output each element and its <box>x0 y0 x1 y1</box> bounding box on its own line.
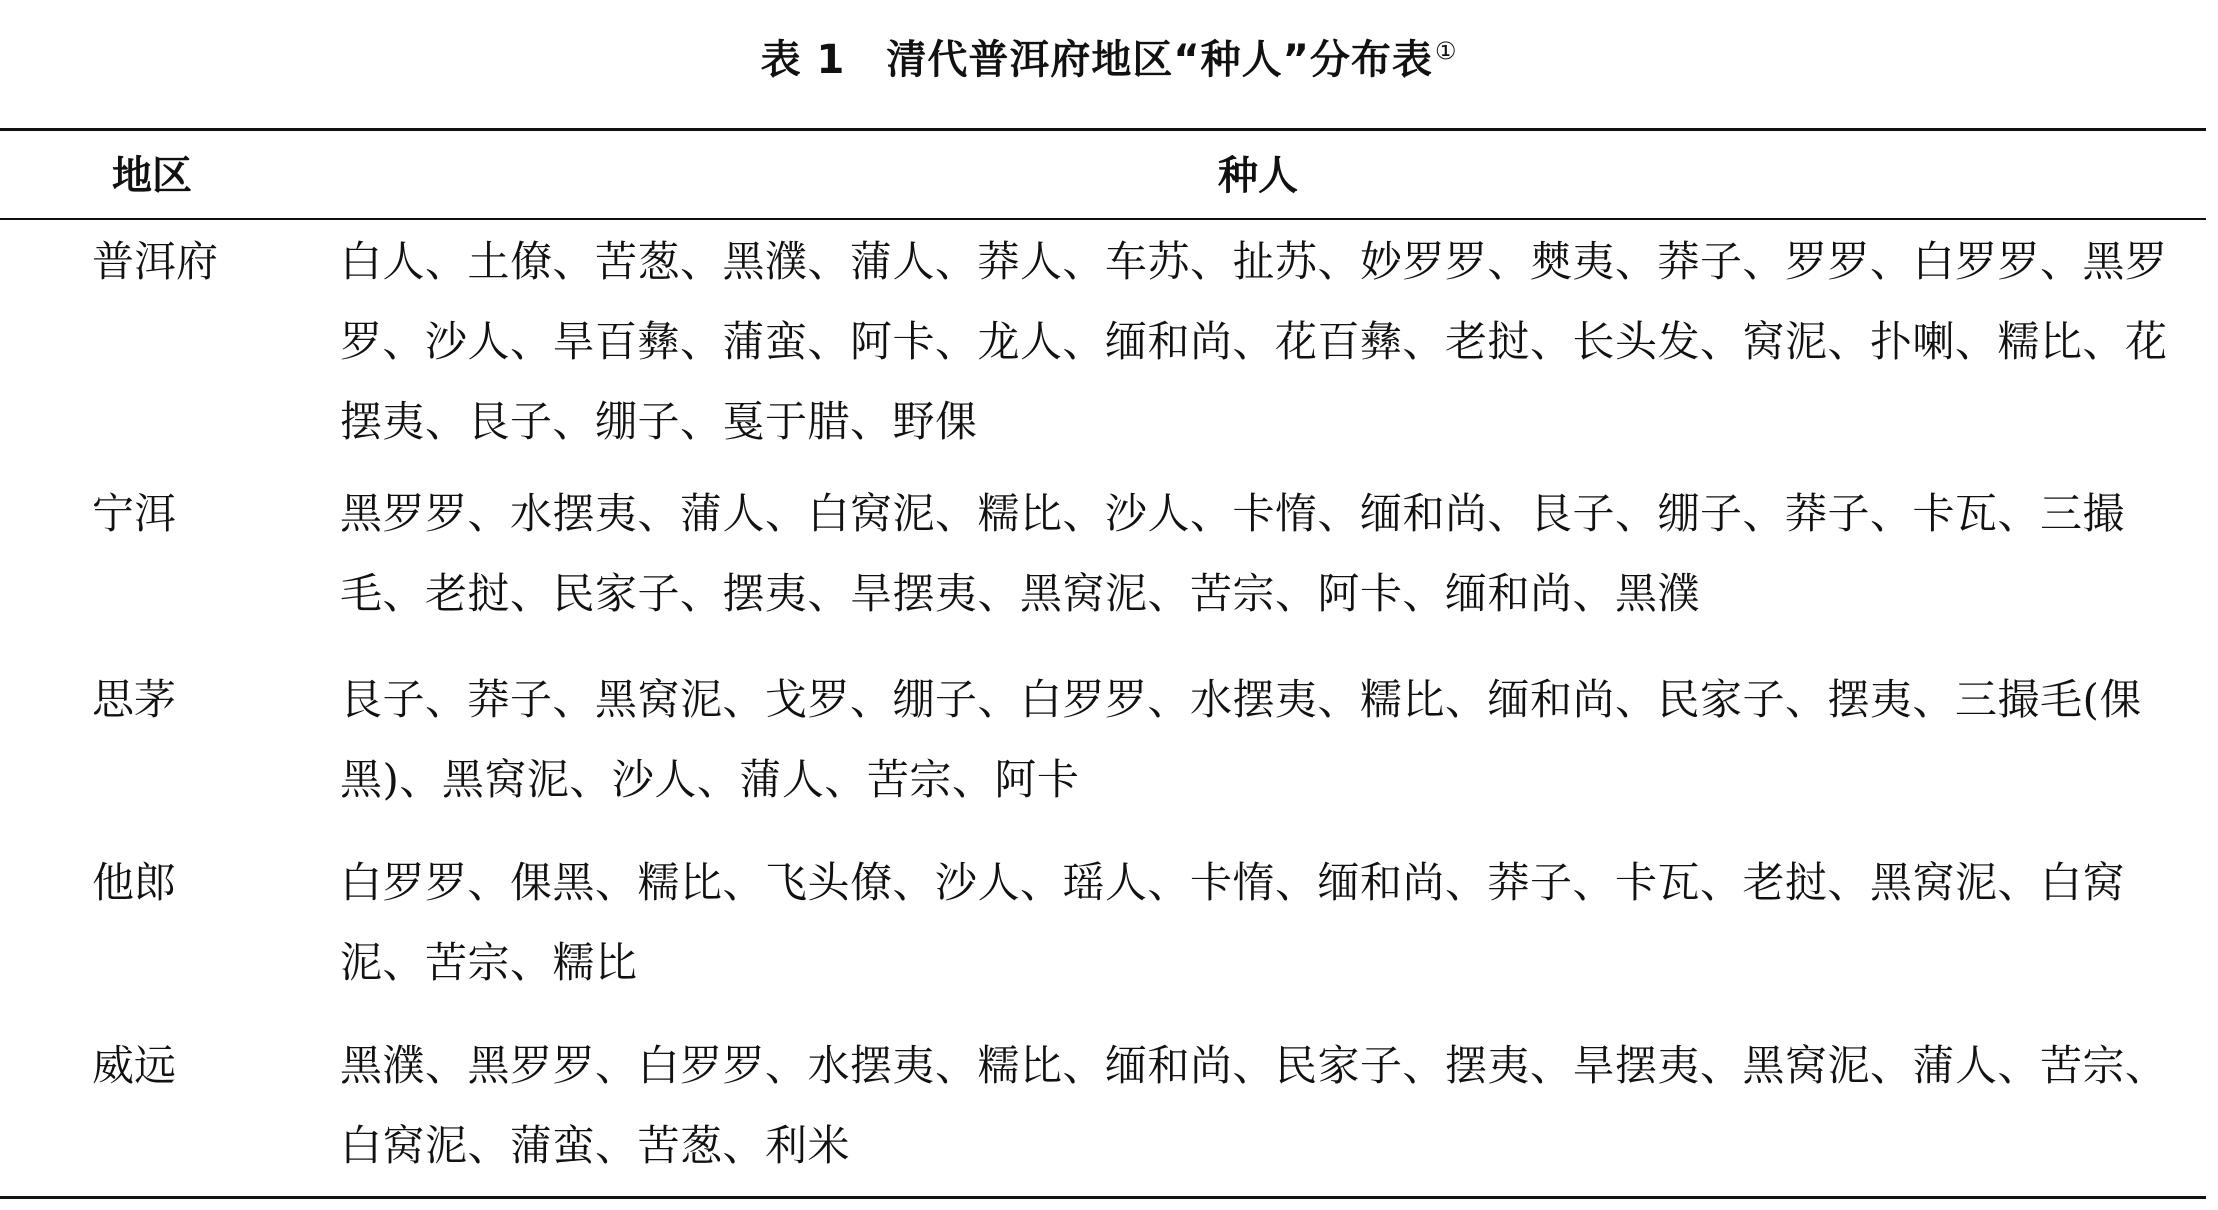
caption-text: 表 1 清代普洱府地区“种人”分布表 <box>760 37 1433 83</box>
people-cell: 白人、土僚、苦葱、黑濮、蒲人、莽人、车苏、扯苏、妙罗罗、僰夷、莽子、罗罗、白罗罗、黑罗罗、沙人、旱百彝、蒲蛮、阿卡、龙人、缅和尚、花百彝、老挝、长头发、窝泥、扑喇、糯比、花摆夷、艮子、绷子、戛于腊、野倮 <box>340 237 2168 446</box>
column-header-region: 地区 <box>112 153 192 199</box>
region-cell: 思茅 <box>92 675 177 724</box>
column-header-people: 种人 <box>1218 153 1298 199</box>
people-cell: 黑罗罗、水摆夷、蒲人、白窝泥、糯比、沙人、卡惰、缅和尚、艮子、绷子、莽子、卡瓦、三撮毛、老挝、民家子、摆夷、旱摆夷、黑窝泥、苦宗、阿卡、缅和尚、黑濮 <box>340 489 2126 618</box>
people-cell: 黑濮、黑罗罗、白罗罗、水摆夷、糯比、缅和尚、民家子、摆夷、旱摆夷、黑窝泥、蒲人、苦宗、白窝泥、蒲蛮、苦葱、利米 <box>340 1041 2168 1170</box>
table-header-rule <box>0 218 2206 220</box>
region-cell: 宁洱 <box>92 489 177 538</box>
table-bottom-rule <box>0 1196 2206 1199</box>
region-cell: 威远 <box>92 1041 177 1090</box>
table-top-rule <box>0 128 2206 131</box>
people-cell: 白罗罗、倮黑、糯比、飞头僚、沙人、瑶人、卡惰、缅和尚、莽子、卡瓦、老挝、黑窝泥、白窝泥、苦宗、糯比 <box>340 858 2126 987</box>
people-cell: 艮子、莽子、黑窝泥、戈罗、绷子、白罗罗、水摆夷、糯比、缅和尚、民家子、摆夷、三撮毛(倮黑)、黑窝泥、沙人、蒲人、苦宗、阿卡 <box>340 675 2142 804</box>
table-caption <box>0 28 2218 85</box>
region-cell: 他郎 <box>92 858 177 907</box>
footnote-marker: ① <box>1434 36 1458 65</box>
region-cell: 普洱府 <box>92 237 219 286</box>
